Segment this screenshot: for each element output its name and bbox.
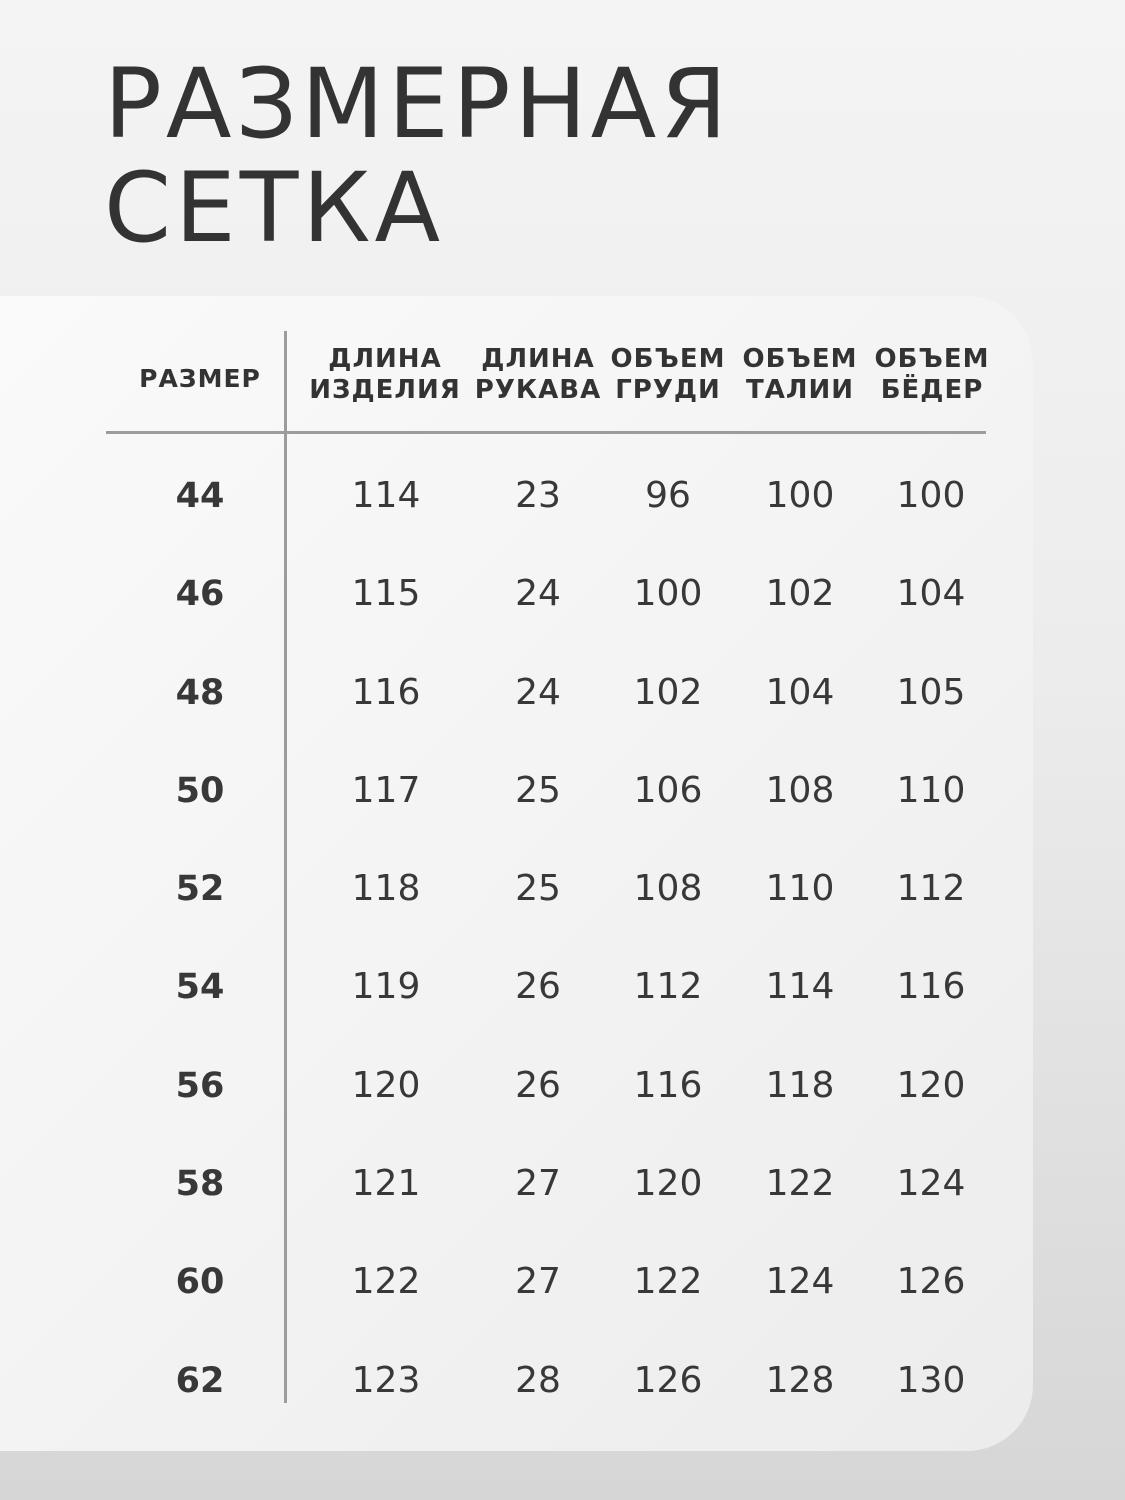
sleeve-cell: 25 — [515, 868, 561, 910]
hips-cell: 120 — [896, 1064, 966, 1106]
table-row — [0, 939, 1033, 1037]
hips-cell: 105 — [896, 671, 966, 713]
table-row — [0, 743, 1033, 841]
size-cell: 54 — [175, 967, 225, 1008]
length-cell: 116 — [351, 671, 421, 713]
size-cell: 44 — [175, 476, 225, 516]
length-cell: 123 — [351, 1359, 421, 1401]
table-row — [0, 1136, 1033, 1234]
size-cell: 62 — [175, 1360, 225, 1401]
sleeve-cell: 25 — [515, 769, 561, 811]
waist-cell: 118 — [765, 1064, 835, 1106]
title-line-2: СЕТКА — [104, 152, 445, 264]
waist-cell: 108 — [765, 769, 835, 811]
table-row — [0, 645, 1033, 743]
chest-cell: 112 — [633, 966, 703, 1008]
size-cell: 56 — [175, 1065, 225, 1106]
length-cell: 114 — [351, 475, 421, 516]
chest-cell: 122 — [633, 1261, 703, 1303]
sleeve-cell: 26 — [515, 1064, 561, 1106]
hips-cell: 104 — [896, 573, 966, 615]
chest-cell: 96 — [645, 475, 691, 516]
hips-cell: 116 — [896, 966, 966, 1008]
header-hips: ОБЪЕМ БЁДЕР — [874, 344, 990, 405]
waist-cell: 102 — [765, 573, 835, 615]
table-row — [0, 1234, 1033, 1332]
size-cell: 46 — [175, 574, 225, 615]
header-chest: ОБЪЕМ ГРУДИ — [610, 344, 726, 405]
waist-cell: 122 — [765, 1163, 835, 1205]
hips-cell: 112 — [896, 868, 966, 910]
sleeve-cell: 28 — [515, 1359, 561, 1401]
waist-cell: 100 — [765, 475, 835, 516]
chest-cell: 100 — [633, 573, 703, 615]
waist-cell: 128 — [765, 1359, 835, 1401]
size-cell: 60 — [175, 1262, 225, 1303]
hips-cell: 130 — [896, 1359, 966, 1401]
hips-cell: 100 — [896, 475, 966, 516]
length-cell: 122 — [351, 1261, 421, 1303]
header-length: ДЛИНА ИЗДЕЛИЯ — [309, 344, 461, 405]
hips-cell: 124 — [896, 1163, 966, 1205]
table-row — [0, 448, 1033, 546]
sleeve-cell: 27 — [515, 1261, 561, 1303]
waist-cell: 124 — [765, 1261, 835, 1303]
sleeve-cell: 27 — [515, 1163, 561, 1205]
page-title — [104, 48, 732, 264]
length-cell: 119 — [351, 966, 421, 1008]
length-cell: 117 — [351, 769, 421, 811]
table-row — [0, 841, 1033, 939]
chest-cell: 126 — [633, 1359, 703, 1401]
table-row — [0, 1038, 1033, 1136]
size-cell: 52 — [175, 869, 225, 910]
table-row — [0, 1333, 1033, 1431]
sleeve-cell: 24 — [515, 671, 561, 713]
header-sleeve: ДЛИНА РУКАВА — [474, 344, 602, 405]
table-header-divider — [106, 431, 986, 434]
chest-cell: 102 — [633, 671, 703, 713]
size-cell: 48 — [175, 672, 225, 713]
sleeve-cell: 26 — [515, 966, 561, 1008]
size-cell: 50 — [175, 770, 225, 811]
length-cell: 118 — [351, 868, 421, 910]
waist-cell: 104 — [765, 671, 835, 713]
sleeve-cell: 23 — [515, 475, 561, 516]
chest-cell: 106 — [633, 769, 703, 811]
hips-cell: 126 — [896, 1261, 966, 1303]
chest-cell: 120 — [633, 1163, 703, 1205]
header-waist: ОБЪЕМ ТАЛИИ — [742, 344, 858, 405]
size-table-body — [0, 448, 1033, 1431]
chest-cell: 108 — [633, 868, 703, 910]
title-line-1: РАЗМЕРНАЯ — [104, 48, 732, 160]
chest-cell: 116 — [633, 1064, 703, 1106]
table-row — [0, 546, 1033, 644]
waist-cell: 114 — [765, 966, 835, 1008]
length-cell: 115 — [351, 573, 421, 615]
sleeve-cell: 24 — [515, 573, 561, 615]
length-cell: 120 — [351, 1064, 421, 1106]
waist-cell: 110 — [765, 868, 835, 910]
length-cell: 121 — [351, 1163, 421, 1205]
header-size: РАЗМЕР — [139, 364, 261, 393]
hips-cell: 110 — [896, 769, 966, 811]
size-cell: 58 — [175, 1164, 225, 1205]
